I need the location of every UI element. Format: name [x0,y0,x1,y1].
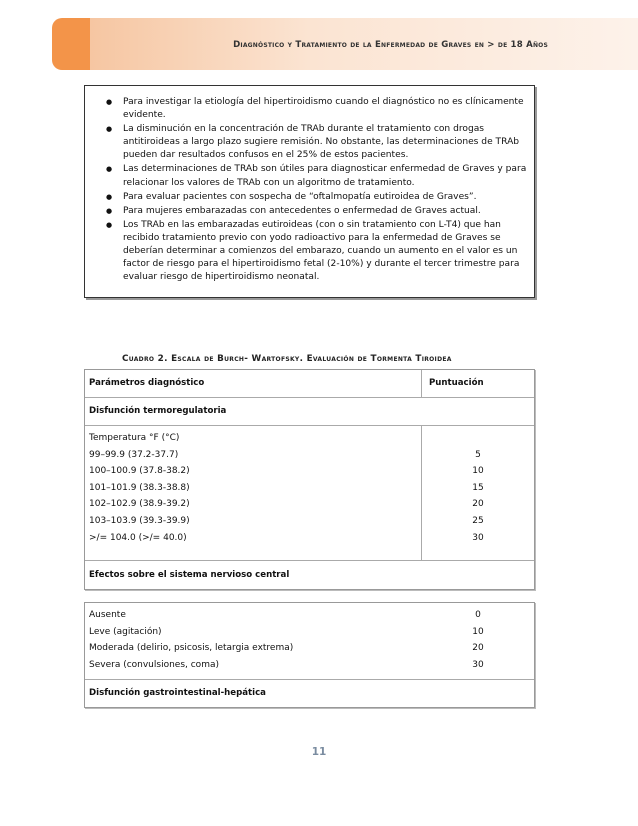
temperature-range: 101–101.9 (38.3-38.8) [89,482,190,493]
burch-wartofsky-table [84,369,535,590]
temperature-labels [89,430,190,546]
temperature-range: 100–100.9 (37.8-38.2) [89,466,190,477]
running-header-title: Diagnóstico y Tratamiento de la Enfermedad de Graves en > de 18 Años [233,40,548,50]
table-caption: Cuadro 2. Escala de Burch- Wartofsky. Evaluación de Tormenta Tiroidea [122,354,452,364]
indication-item: ● Las determinaciones de TRAb son útiles para diagnosticar enfermedad de Graves y para relacionar los valores de TRAb con un algoritmo de tratamiento. [123,163,528,189]
section-row-gastrointestinal [85,680,534,707]
cns-level: Ausente [89,610,126,620]
trab-indications-box [84,85,535,298]
score-value: 10 [472,466,484,477]
indication-item: ● Los TRAb en las embarazadas eutiroideas (con o sin tratamiento con L-T4) que han recibido tratamiento previo con yodo radioactivo para la enfermedad de Graves se deberían determinar a comienzos del embarazo, cuando un aumento en el valor es un factor de riesgo para el hipertiroidismo fetal (2-10%) y durante el tercer trimestre para evaluar riesgo de hipertiroidismo neonatal. [123,219,528,284]
score-value: 30 [472,532,484,543]
column-header-score: Puntuación [429,378,484,388]
temperature-range: 103–103.9 (39.3-39.9) [89,515,190,526]
section-row-thermoregulatory [85,398,534,426]
temperature-scores [428,447,528,547]
cns-level: Moderada (delirio, psicosis, letargia extrema) [89,643,294,654]
page-number: 11 [311,746,327,758]
score-value: 0 [475,610,481,620]
indications-list [85,86,534,284]
burch-wartofsky-table-continued [84,602,535,708]
score-value: 25 [472,515,484,526]
score-value: 30 [472,659,484,670]
score-value: 20 [472,499,484,510]
temperature-heading: Temperatura °F (°C) [89,433,180,443]
section-row-cns [85,561,534,589]
cns-level: Severa (convulsiones, coma) [89,659,219,670]
cns-block [85,603,534,680]
score-value: 5 [475,449,481,460]
section-title: Efectos sobre el sistema nervioso central [89,570,290,580]
indication-item: ● La disminución en la concentración de TRAb durante el tratamiento con drogas antitiroideas a largo plazo sugiere remisión. No obstante, las determinaciones de TRAb pueden dar resultados confusos en el 25% de estos pacientes. [123,123,528,162]
table-header-row [85,370,534,398]
section-title: Disfunción gastrointestinal-hepática [89,688,266,698]
temperature-range: 99–99.9 (37.2-37.7) [89,449,179,460]
section-title: Disfunción termoregulatoria [89,406,227,416]
indication-item: ● Para investigar la etiología del hipertiroidismo cuando el diagnóstico no es clínicamente evidente. [123,96,528,122]
score-value: 20 [472,643,484,654]
cns-level: Leve (agitación) [89,626,162,637]
score-value: 15 [472,482,484,493]
column-header-parameters: Parámetros diagnóstico [89,378,205,388]
indication-item: ● Para evaluar pacientes con sospecha de “oftalmopatía eutiroidea de Graves”. [123,191,528,204]
temperature-block [85,426,534,561]
indication-item: ● Para mujeres embarazadas con antecedentes o enfermedad de Graves actual. [123,205,528,218]
cns-scores [428,607,528,673]
cns-labels [89,607,293,673]
temperature-range: >/= 104.0 (>/= 40.0) [89,532,187,543]
score-value: 10 [472,626,484,637]
temperature-range: 102–102.9 (38.9-39.2) [89,499,190,510]
